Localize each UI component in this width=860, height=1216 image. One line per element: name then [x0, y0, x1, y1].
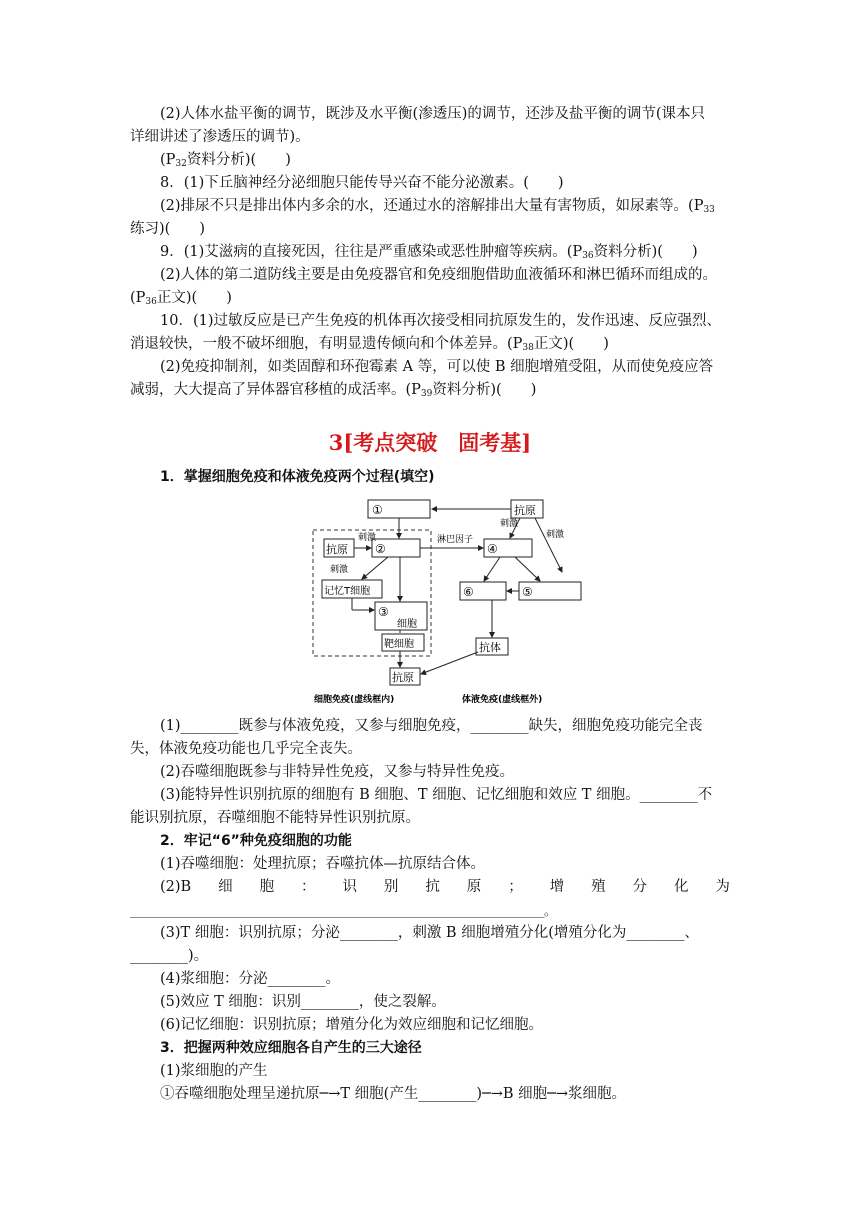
text-line: (3)能特异性识别抗原的细胞有 B 细胞、T 细胞、记忆细胞和效应 T 细胞。________不 — [160, 787, 713, 803]
caption-humoral-immunity: 体液免疫(虚线框外) — [462, 695, 543, 705]
box-1-label: ① — [372, 503, 383, 517]
text-line: ________)。 — [130, 948, 209, 964]
text-line: (2)免疫抑制剂，如类固醇和环孢霉素 A 等，可以使 B 细胞增殖受阻，从而使免疫应答 — [160, 359, 714, 375]
q3-title: 3．把握两种效应细胞各自产生的三大途径 — [160, 1040, 422, 1056]
antigen-top-label: 抗原 — [514, 504, 536, 517]
q2-title: 2．牢记“6”种免疫细胞的功能 — [160, 833, 352, 849]
text-line: (2)排尿不只是排出体内多余的水，还通过水的溶解排出大量有害物质，如尿素等。($P_{33}$ — [160, 198, 715, 215]
box-3-cell-label: 细胞 — [397, 619, 417, 630]
antigen-bottom-label: 抗原 — [392, 671, 414, 684]
stimulate-label-4: 刺激 — [546, 530, 565, 540]
text-line: (6)记忆细胞：识别抗原；增殖分化为效应细胞和记忆细胞。 — [160, 1017, 544, 1033]
memory-t-label: 记忆T细胞 — [324, 586, 371, 597]
immune-process-diagram — [300, 492, 600, 707]
text-line: (5)效应 T 细胞：识别________，使之裂解。 — [160, 994, 446, 1010]
antigen-inner-label: 抗原 — [326, 543, 348, 556]
text-line: 失，体液免疫功能也几乎完全丧失。 — [130, 741, 362, 757]
text-line: (2)人体水盐平衡的调节，既涉及水平衡(渗透压)的调节，还涉及盐平衡的调节(课本只 — [160, 106, 706, 122]
stimulate-label-2: 刺激 — [330, 565, 349, 575]
text-line: (2)人体的第二道防线主要是由免疫器官和免疫细胞借助血液循环和淋巴循环而组成的。 — [160, 267, 718, 283]
caption-cellular-immunity: 细胞免疫(虚线框内) — [314, 695, 395, 705]
q1-title: 1．掌握细胞免疫和体液免疫两个过程(填空) — [160, 469, 435, 485]
box-2-label: ② — [375, 542, 386, 556]
text-line: 消退较快，一般不破坏细胞，有明显遗传倾向和个体差异。($P_{38}$正文)( ) — [130, 336, 609, 353]
text-line: (2)吞噬细胞既参与非特异性免疫，又参与特异性免疫。 — [160, 764, 515, 780]
box-6-label: ⑥ — [463, 585, 474, 599]
text-line: ①吞噬细胞处理呈递抗原─→T 细胞(产生________)─→B 细胞─→浆细胞。 — [160, 1086, 626, 1102]
text-line: 练习)( ) — [130, 221, 205, 237]
stimulate-label-3: 刺激 — [500, 519, 519, 529]
text-line: (1)________既参与体液免疫，又参与细胞免疫，________缺失，细胞免疫功能完全丧 — [160, 718, 703, 734]
text-line: (1)浆细胞的产生 — [160, 1063, 268, 1079]
question-10: 10．(1)过敏反应是已产生免疫的机体再次接受相同抗原发生的，发作迅速、反应强烈、 — [160, 313, 721, 329]
lymphokine-label: 淋巴因子 — [437, 535, 474, 545]
answer-blank-line: ________________________________________________________________________。 — [130, 903, 557, 918]
antibody-label: 抗体 — [479, 641, 501, 654]
target-cell-label: 靶细胞 — [384, 639, 414, 650]
box-4-label: ④ — [487, 542, 498, 556]
text-line: 减弱，大大提高了异体器官移植的成活率。($P_{39}$资料分析)( ) — [130, 382, 537, 399]
stimulate-label-1: 刺激 — [358, 533, 377, 543]
text-line: (3)T 细胞：识别抗原；分泌________，刺激 B 细胞增殖分化(增殖分化为________、 — [160, 925, 699, 941]
text-line: ($P_{36}$正文)( ) — [130, 290, 232, 307]
box-5-label: ⑤ — [522, 585, 533, 599]
text-line: (4)浆细胞：分泌________。 — [160, 971, 341, 987]
section-title: 3[考点突破 固考基] — [328, 430, 532, 455]
text-line: 能识别抗原，吞噬细胞不能特异性识别抗原。 — [130, 810, 420, 826]
question-8: 8．(1)下丘脑神经分泌细胞只能传导兴奋不能分泌激素。( ) — [160, 175, 564, 191]
question-9: 9．(1)艾滋病的直接死因，往往是严重感染或恶性肿瘤等疾病。($P_{36}$资料分析)( ) — [160, 244, 698, 261]
box-3-label: ③ — [378, 605, 389, 619]
text-line: 详细讲述了渗透压的调节)。 — [130, 129, 310, 145]
text-line: ($P_{32}$资料分析)( ) — [160, 152, 291, 169]
text-line: (1)吞噬细胞：处理抗原；吞噬抗体—抗原结合体。 — [160, 856, 486, 872]
text-line-justified: (2)B 细 胞 ： 识 别 抗 原 ； 增 殖 分 化 为 — [160, 879, 730, 895]
